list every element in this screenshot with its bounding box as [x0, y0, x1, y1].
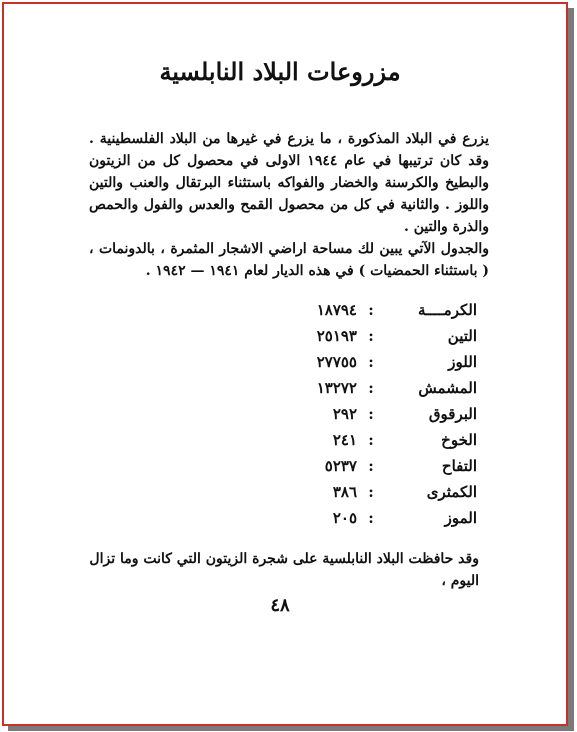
closing-sentence: وقد حافظت البلاد النابلسية على شجرة الزيتون التي كانت وما تزال اليوم ،	[89, 551, 479, 589]
crops-table	[217, 297, 477, 531]
crop-name: التين	[447, 327, 477, 345]
table-row	[217, 323, 477, 349]
separator: :	[368, 327, 374, 345]
table-row	[217, 375, 477, 401]
crop-area: ٥٢٣٧	[324, 457, 357, 475]
crop-name: التفاح	[441, 457, 477, 475]
crop-area: ١٨٧٩٤	[316, 301, 357, 319]
crop-name: الكرمــــة	[418, 301, 477, 319]
table-row	[217, 349, 477, 375]
crop-area: ٢٤١	[332, 431, 357, 449]
table-row	[217, 427, 477, 453]
crop-name: اللوز	[448, 353, 477, 371]
separator: :	[368, 353, 374, 371]
crop-area: ٢٧٧٥٥	[316, 353, 357, 371]
paragraph-2: والجدول الآتي يبين لك مساحة اراضي الاشجار المثمرة ، بالدونمات ، ( باستثناء الحمضيات ) في هذه الديار لعام ١٩٤١ — ١٩٤٢ .	[89, 241, 489, 279]
page-title: مزروعات البلاد النابلسية	[159, 57, 401, 86]
separator: :	[368, 405, 374, 423]
separator: :	[368, 483, 374, 501]
separator: :	[368, 457, 374, 475]
crop-area: ٢٥١٩٣	[316, 327, 357, 345]
crop-area: ١٣٢٧٢	[316, 379, 357, 397]
crop-name: المشمش	[418, 379, 477, 397]
table-row	[217, 401, 477, 427]
separator: :	[368, 431, 374, 449]
crop-area: ٢٠٥	[332, 509, 357, 527]
crop-name: الموز	[444, 509, 477, 527]
paragraph-1: يزرع في البلاد المذكورة ، ما يزرع في غيرها من البلاد الفلسطينية . وقد كان ترتيبها في عام ١٩٤٤ الاولى في محصول كل من الزيتون والبطيخ والكرسنة والخضار والفواكه باستثناء البرتقال والعنب والتين واللوز . والثانية في كل من محصول القمح والعدس والفول والحمص والذرة والتين .	[89, 131, 490, 235]
table-row	[217, 479, 477, 505]
table-row	[217, 297, 477, 323]
table-row	[217, 505, 477, 531]
separator: :	[368, 301, 374, 319]
table-row	[217, 453, 477, 479]
crop-area: ٢٩٢	[332, 405, 357, 423]
crop-area: ٣٨٦	[332, 483, 357, 501]
crop-name: البرقوق	[428, 405, 477, 423]
crop-name: الخوخ	[441, 431, 477, 449]
separator: :	[368, 509, 374, 527]
crop-name: الكمثرى	[426, 483, 477, 501]
page-number: ٤٨	[270, 595, 290, 616]
separator: :	[368, 379, 374, 397]
